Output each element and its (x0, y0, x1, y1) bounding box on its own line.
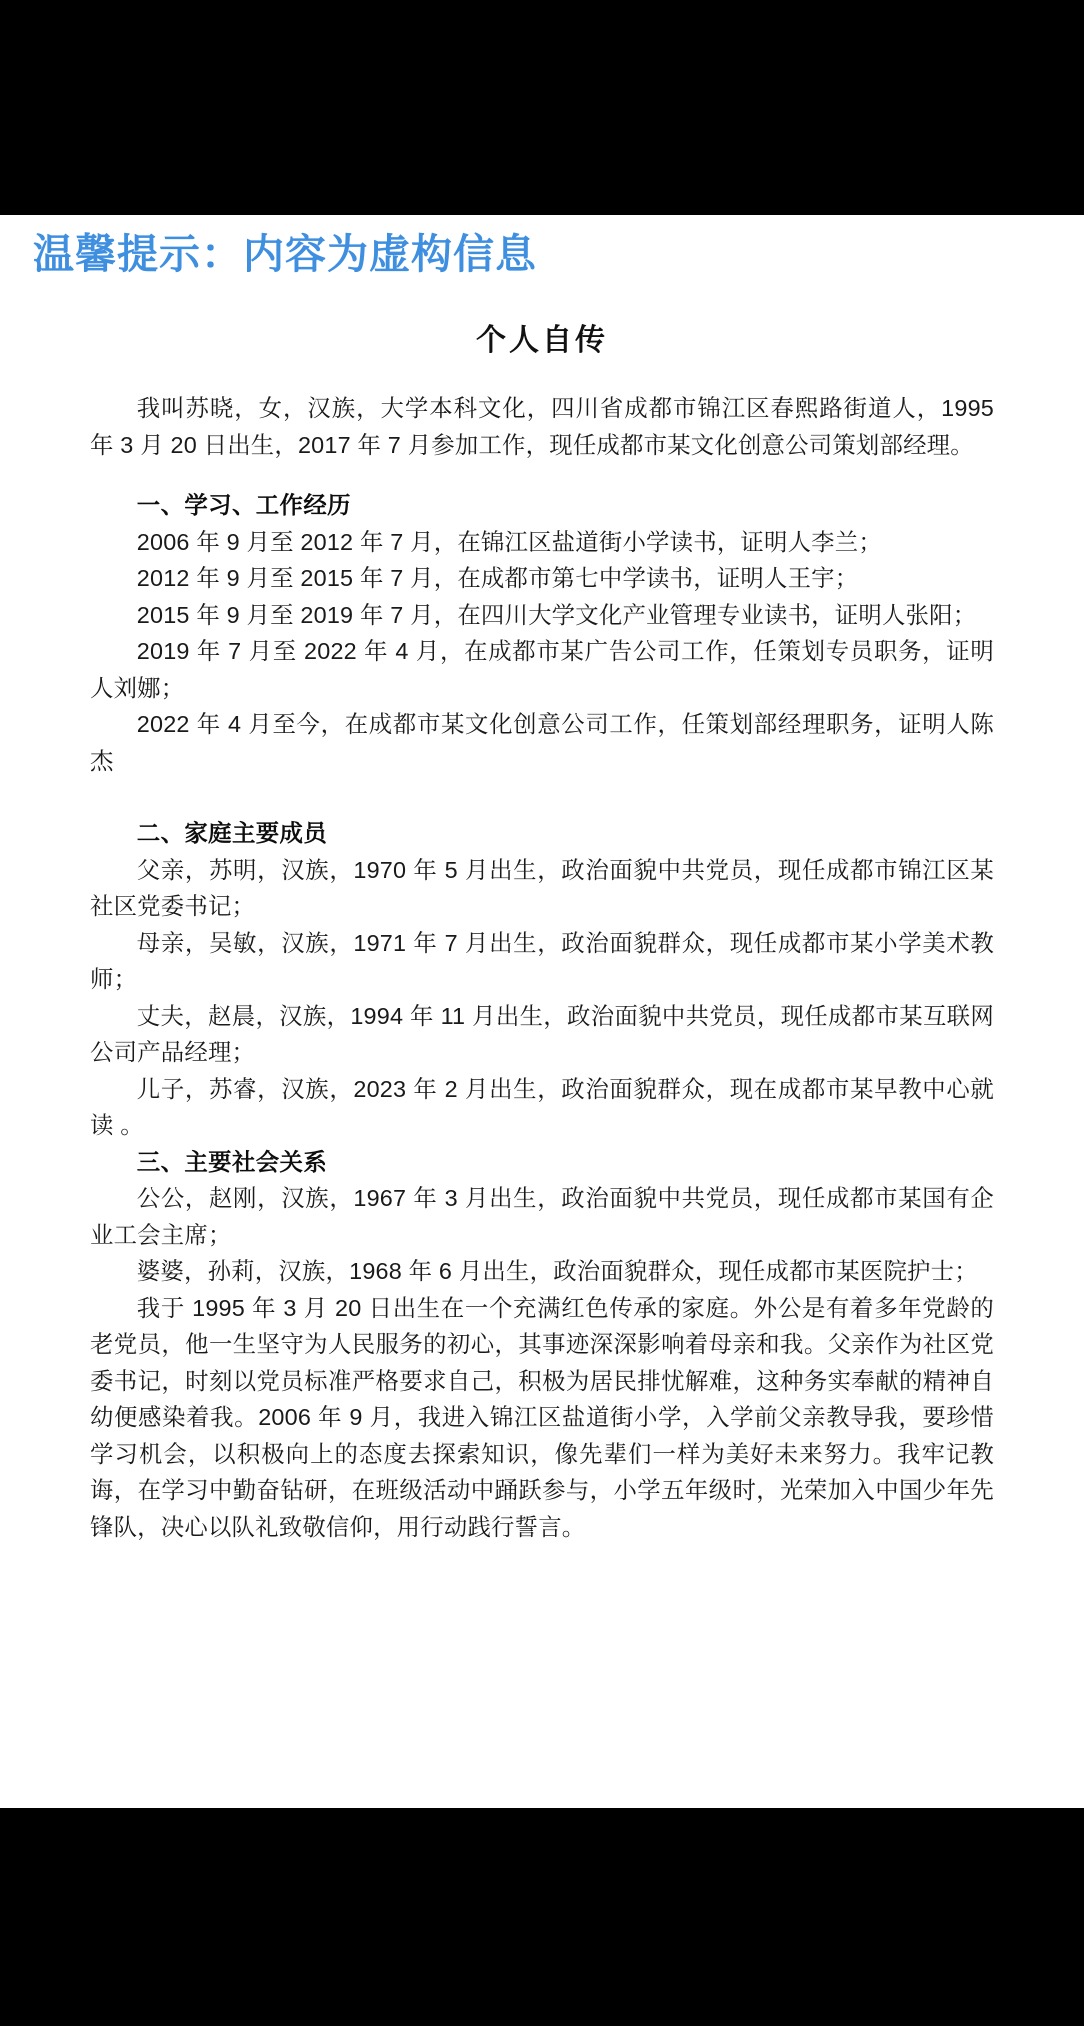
list-item: 2022 年 4 月至今，在成都市某文化创意公司工作，任策划部经理职务，证明人陈杰 (90, 711, 994, 774)
document-page (0, 215, 1084, 1808)
page-title: 个人自传 (476, 324, 608, 357)
list-item: 婆婆，孙莉，汉族，1968 年 6 月出生，政治面貌群众，现任成都市某医院护士； (136, 1258, 978, 1284)
section-heading-1: 一、学习、工作经历 (136, 492, 351, 518)
section-heading-3: 三、主要社会关系 (136, 1148, 328, 1175)
list-item: 2019 年 7 月至 2022 年 4 月，在成都市某广告公司工作，任策划专员职务，证明人刘娜； (90, 638, 994, 701)
spacer (90, 463, 994, 487)
closing-paragraph: 我于 1995 年 3 月 20 日出生在一个充满红色传承的家庭。外公是有着多年党龄的老党员，他一生坚守为人民服务的初心，其事迹深深影响着母亲和我。父亲作为社区党委书记，时刻以党员标准严格要求自己，积极为居民排忧解难，这种务实奉献的精神自幼便感染着我。2006 年 9 月，我进入锦江区盐道街小学，入学前父亲教导我，要珍惜学习机会，以积极向上的态度去探索知识，像先辈们一样为美好未来努力。我牢记教诲，在学习中勤奋钻研，在班级活动中踊跃参与，小学五年级时，光荣加入中国少年先锋队，决心以队礼致敬信仰，用行动践行誓言。 (90, 1294, 994, 1540)
letterbox-bottom (0, 1808, 1084, 2026)
section-list-3 (90, 1180, 994, 1290)
list-item: 儿子，苏睿，汉族，2023 年 2 月出生，政治面貌群众，现在成都市某早教中心就读 。 (90, 1075, 994, 1138)
document-body (90, 320, 994, 1545)
letterbox-top (0, 0, 1084, 215)
section-list-1 (90, 524, 994, 780)
list-item: 父亲，苏明，汉族，1970 年 5 月出生，政治面貌中共党员，现任成都市锦江区某社区党委书记； (90, 856, 994, 919)
list-item: 公公，赵刚，汉族，1967 年 3 月出生，政治面貌中共党员，现任成都市某国有企业工会主席； (90, 1185, 994, 1248)
list-item: 2012 年 9 月至 2015 年 7 月，在成都市第七中学读书，证明人王宇； (136, 565, 859, 591)
intro-paragraph: 我叫苏晓，女，汉族，大学本科文化，四川省成都市锦江区春熙路街道人，1995 年 3 月 20 日出生，2017 年 7 月参加工作，现任成都市某文化创意公司策划部经理。 (90, 395, 994, 458)
section-list-2 (90, 852, 994, 1144)
list-item: 2015 年 9 月至 2019 年 7 月，在四川大学文化产业管理专业读书，证明人张阳； (136, 601, 977, 628)
spacer (90, 779, 994, 815)
list-item: 丈夫，赵晨，汉族，1994 年 11 月出生，政治面貌中共党员，现任成都市某互联网公司产品经理； (90, 1002, 994, 1065)
list-item: 母亲，吴敏，汉族，1971 年 7 月出生，政治面貌群众，现任成都市某小学美术教师； (90, 929, 994, 992)
list-item: 2006 年 9 月至 2012 年 7 月，在锦江区盐道街小学读书，证明人李兰； (136, 528, 882, 555)
fiction-notice-banner: 温馨提示：内容为虚构信息 (33, 231, 537, 277)
section-heading-2: 二、家庭主要成员 (136, 820, 328, 846)
